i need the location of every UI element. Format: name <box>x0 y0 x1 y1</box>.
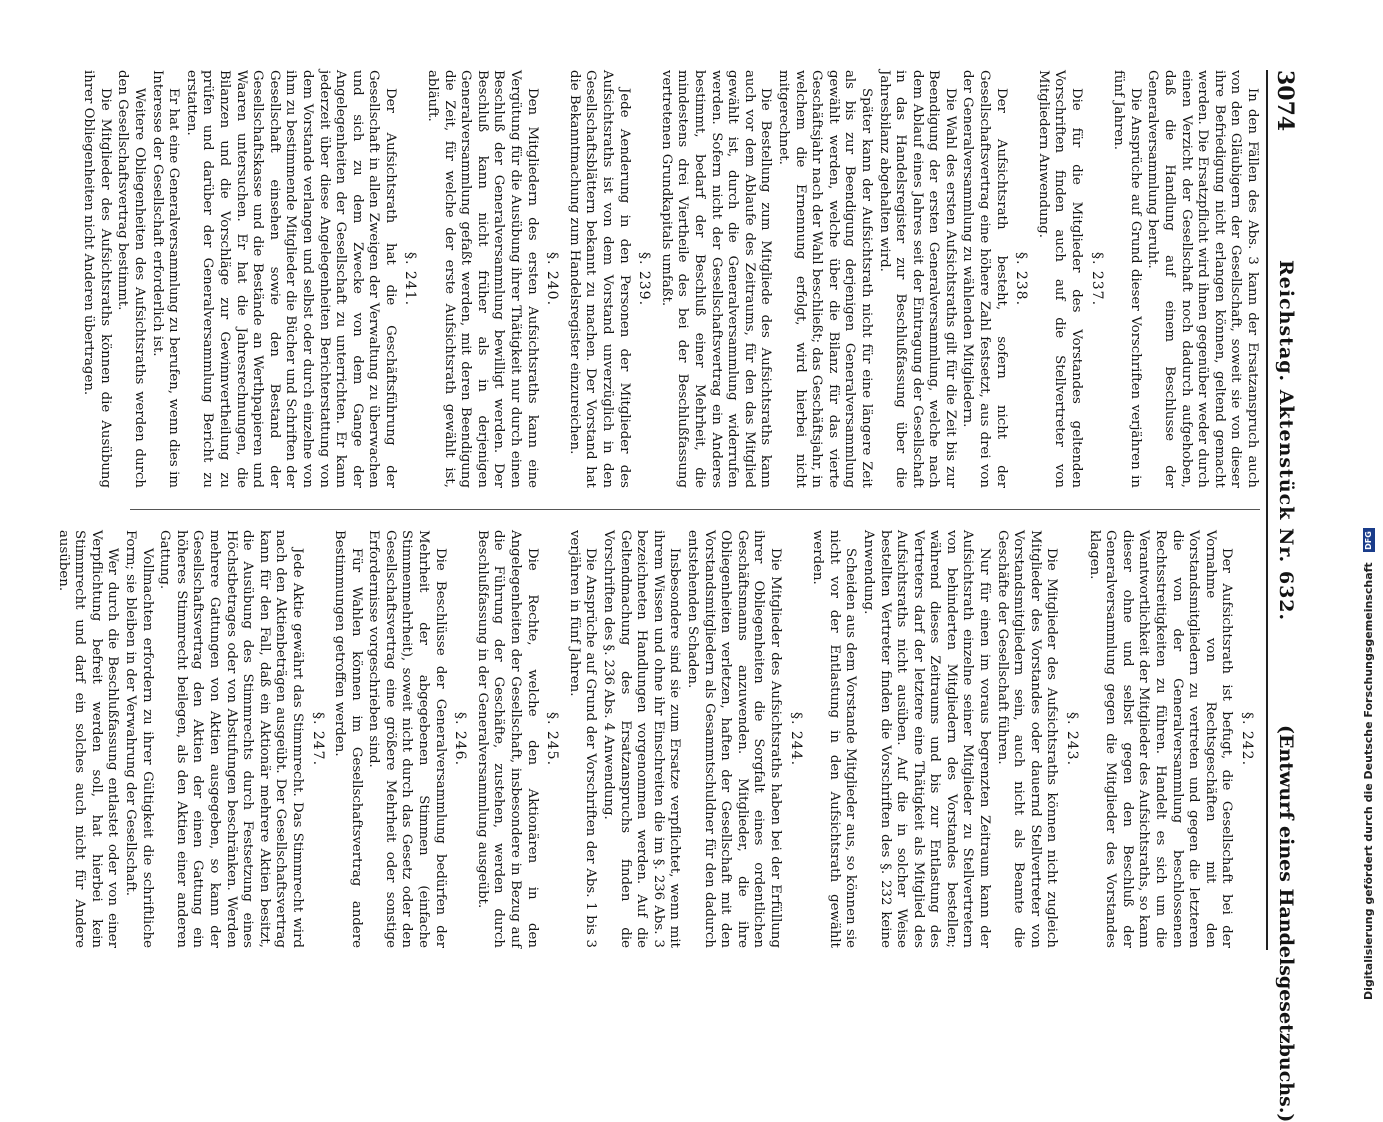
paragraph: Die Wahl des ersten Aufsichtsraths gilt für die Zeit bis zur Beendigung der ersten Generalversammlung, welche nach dem Ablauf eines Jahres seit der Eintragung der Gesellschaft in das Handelsregister zur Beschlußfassung über die Jahresbilanz abgehalten wird. <box>876 70 958 488</box>
section-heading: §. 241. <box>402 251 419 307</box>
page-header <box>1270 70 1300 1122</box>
section-heading: §. 247. <box>309 711 326 767</box>
dfg-logo: DFG <box>1363 528 1375 552</box>
paragraph: Scheiden aus dem Vorstande Mitglieder aus, so können sie nicht vor der Entlastung in den Aufsichtsrath gewählt werden. <box>810 530 859 948</box>
paragraph: Vollmachten erfordern zu ihrer Gültigkeit die schriftliche Form; sie bleiben in der Verwahrung der Gesellschaft. <box>123 530 155 948</box>
paragraph: Nur für einen im voraus begrenzten Zeitraum kann der Aufsichtsrath einzelne seiner Mitglieder zu Stellvertretern von behinderten Mitgliedern des Vorstandes bestellen; während dieses Zeitraums und bis zur Entlastung des Vertreters darf der letztere eine Thätigkeit als Mitglied des Aufsichtsraths nicht ausüben. Auf die in solcher Weise bestellten Vertreter finden die Vorschriften des §. 232 keine Anwendung. <box>860 530 993 948</box>
paragraph: Den Mitgliedern des ersten Aufsichtsraths kann eine Vergütung für die Ausübung ihrer Thätigkeit nur durch einen Beschluß der Generalversammlung bewilligt werden. Der Beschluß kann nicht früher als in derjenigen Generalversammlung gefaßt werden, mit deren Beendigung die Zeit, für welche der erste Aufsichtsrath gewählt ist, abläuft. <box>425 70 540 488</box>
paragraph: Er hat eine Generalversammlung zu berufen, wenn dies im Interesse der Gesellschaft erforderlich ist. <box>149 70 182 488</box>
paragraph: Für Wahlen können im Gesellschaftsvertrag andere Bestimmungen getroffen werden. <box>332 530 364 948</box>
section-heading: §. 239. <box>636 251 653 307</box>
paragraph: Wer durch die Beschlußfassung entlastet oder von einer Verpflichtung befreit werden soll, hat hierbei kein Stimmrecht und darf ein solches auch nicht für Andere ausüben. <box>55 530 121 948</box>
right-column <box>55 530 1260 948</box>
column-divider <box>130 509 1260 510</box>
paragraph: Die Ansprüche auf Grund der Vorschriften der Abs. 1 bis 3 verjähren in fünf Jahren. <box>566 530 599 948</box>
section-heading: §. 240. <box>544 251 561 307</box>
paragraph: Der Aufsichtsrath hat die Geschäftsführung der Gesellschaft in allen Zweigen der Verwaltung zu überwachen und sich zu dem Zwecke von dem Gange der Angelegenheiten der Gesellschaft zu unterrichten. Er kann jederzeit über diese Angelegenheiten Berichterstattung von dem Vorstande verlangen und selbst oder durch einzelne von ihm zu bestimmende Mitglieder die Bücher und Schriften der Gesellschaft einsehen sowie den Bestand der Gesellschaftskasse und die Bestände an Werthpapieren und Waaren untersuchen. Er hat die Jahresrechnungen, die Bilanzen und die Vorschläge zur Gewinnvertheilung zu prüfen und darüber der Generalversammlung Bericht zu erstatten. <box>183 70 398 488</box>
section-heading: §. 238. <box>1013 251 1030 307</box>
document-page <box>55 70 1300 1122</box>
paragraph: Der Aufsichtsrath besteht, sofern nicht der Gesellschaftsvertrag eine höhere Zahl festsetzt, aus drei von der Generalversammlung zu wählenden Mitgliedern. <box>960 70 1009 488</box>
credit-text: Digitalisierung gefördert durch die Deutsche Forschungsgemeinschaft <box>1362 562 1375 1000</box>
paragraph: Jede Aenderung in den Personen der Mitglieder des Aufsichtsraths ist von dem Vorstand unverzüglich in den Gesellschaftsblättern bekannt zu machen. Der Vorstand hat die Bekanntmachung zum Handelsregister einzureichen. <box>566 70 632 488</box>
paragraph: Insbesondere sind sie zum Ersatze verpflichtet, wenn mit ihrem Wissen und ohne ihr Einschreiten die im §. 236 Abs. 3 bezeichneten Handlungen vorgenommen werden. Auf die Geltendmachung des Ersatzanspruchs finden die Vorschriften des §. 236 Abs. 4 Anwendung. <box>601 530 683 948</box>
paragraph: Weitere Obliegenheiten des Aufsichtsraths werden durch den Gesellschaftsvertrag bestimmt. <box>115 70 147 488</box>
paragraph: Später kann der Aufsichtsrath nicht für eine längere Zeit als bis zur Beendigung derjenigen Generalversammlung gewählt werden, welche über die Bilanz für das vierte Geschäftsjahr nach der Wahl beschließt; das Geschäftsjahr, in welchem die Ernennung erfolgt, wird hierbei nicht mitgerechnet. <box>775 70 874 488</box>
paragraph: Die Beschlüsse der Generalversammlung bedürfen der Mehrheit der abgegebenen Stimmen (einfache Stimmenmehrheit), soweit nicht durch das Gesetz oder den Gesellschaftsvertrag eine größere Mehrheit oder sonstige Erfordernisse vorgeschrieben sind. <box>366 530 448 948</box>
header-rule <box>1266 70 1268 950</box>
paragraph: In den Fällen des Abs. 3 kann der Ersatzanspruch auch von den Gläubigern der Gesellschaft, soweit sie von dieser ihre Befriedigung nicht erlangen können, geltend gemacht werden. Die Ersatzpflicht wird ihnen gegenüber weder durch einen Verzicht der Gesellschaft noch dadurch aufgehoben, daß die Handlung auf einem Beschlusse der Generalversammlung beruht. <box>1145 70 1260 488</box>
section-heading: §. 244. <box>787 711 804 767</box>
paragraph: Die Mitglieder des Aufsichtsraths können nicht zugleich Mitglieder des Vorstandes oder dauernd Stellvertreter von Vorstandsmitgliedern sein, auch nicht als Beamte die Geschäfte der Gesellschaft führen. <box>994 530 1060 948</box>
paragraph: Die Bestellung zum Mitgliede des Aufsichtsraths kann auch vor dem Ablaufe des Zeitraums, für den das Mitglied gewählt ist, durch die Generalversammlung widerrufen werden. Sofern nicht der Gesellschaftsvertrag ein Anderes bestimmt, bedarf der Beschluß einer Mehrheit, die mindestens drei Viertheile des bei der Beschlußfassung vertretenen Grundkapitals umfaßt. <box>658 70 774 488</box>
section-heading: §. 242. <box>1239 711 1255 767</box>
section-heading: §. 243. <box>1064 711 1081 767</box>
paragraph: Die für die Mitglieder des Vorstandes geltenden Vorschriften finden auch auf die Stellvertreter von Mitgliedern Anwendung. <box>1035 70 1085 488</box>
page-number: 3074 <box>1272 70 1298 132</box>
paragraph: Die Mitglieder des Aufsichtsraths haben bei der Erfüllung ihrer Obliegenheiten die Sorgfalt eines ordentlichen Geschäftsmanns anzuwenden. Mitglieder, die ihre Obliegenheiten verletzen, haften der Gesellschaft mit den Vorstandsmitgliedern als Gesammtschuldner für den dadurch entstehenden Schaden. <box>685 530 783 948</box>
digitization-credit <box>1362 0 1380 1000</box>
paragraph: Jede Aktie gewährt das Stimmrecht. Das Stimmrecht wird nach den Aktienbeträgen ausgeübt. Der Gesellschaftsvertrag kann für den Fall, daß ein Aktionär mehrere Aktien besitzt, die Ausübung des Stimmrechts durch Festsetzung eines Höchstbetrages oder von Abstufungen beschränken. Werden mehrere Gattungen von Aktien ausgegeben, so kann der Gesellschaftsvertrag den Aktien der einen Gattung ein höheres Stimmrecht beilegen, als den Aktien einer anderen Gattung. <box>157 530 305 948</box>
paragraph: Die Rechte, welche den Aktionären in den Angelegenheiten der Gesellschaft, insbesondere in Bezug auf die Führung der Geschäfte, zustehen, werden durch Beschlußfassung in der Generalversammlung ausgeübt. <box>474 530 540 948</box>
section-heading: §. 246. <box>452 711 469 767</box>
left-column <box>81 70 1260 488</box>
paragraph: Der Aufsichtsrath ist befugt, die Gesellschaft bei der Vornahme von Rechtsgeschäften mit den Vorstandsmitgliedern zu vertreten und gegen die letzteren die von der Generalversammlung beschlossenen Rechtsstreitigkeiten zu führen. Handelt es sich um die Verantwortlichkeit der Mitglieder des Aufsichtsraths, so kann dieser ohne und selbst gegen den Beschluß der Generalversammlung gegen die Mitglieder des Vorstandes klagen. <box>1086 530 1235 948</box>
section-heading: §. 237. <box>1088 251 1105 307</box>
running-title: Reichstag. Aktenstück Nr. 632. <box>1275 260 1297 622</box>
section-heading: §. 245. <box>544 711 561 767</box>
paragraph: Die Ansprüche auf Grund dieser Vorschriften verjähren in fünf Jahren. <box>1111 70 1143 488</box>
document-subtitle: (Entwurf eines Handelsgesetzbuchs.) <box>1275 725 1297 1122</box>
paragraph: Die Mitglieder des Aufsichtsraths können die Ausübung ihrer Obliegenheiten nicht Anderen übertragen. <box>81 70 113 488</box>
